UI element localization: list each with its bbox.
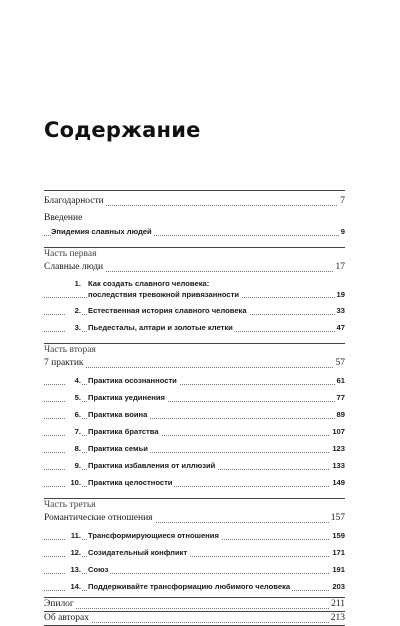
chapter-number: 9. — [65, 459, 81, 472]
entry-page: 77 — [336, 393, 345, 402]
toc-entry-ch8[interactable] — [44, 442, 345, 455]
toc-entry-part1[interactable] — [44, 261, 345, 274]
entry-page: 133 — [332, 461, 345, 470]
chapter-number: 11. — [65, 529, 81, 542]
entry-page: 61 — [336, 376, 345, 385]
chapter-number: 10. — [65, 476, 81, 489]
toc-entry-intro-chapter[interactable] — [44, 225, 345, 238]
toc-entry-ch4[interactable] — [44, 374, 345, 387]
chapter-number: 3. — [65, 321, 81, 334]
entry-label: Практика уединения — [88, 393, 165, 402]
chapter-number: 13. — [65, 563, 81, 576]
chapter-number: 4. — [65, 374, 81, 387]
entry-label: Практика избавления от иллюзий — [88, 461, 216, 470]
entry-label: Поддерживайте трансформацию любимого человека — [88, 582, 291, 591]
chapter-number: 8. — [65, 442, 81, 455]
toc-entry-ch2[interactable] — [44, 304, 345, 317]
entry-page: 33 — [336, 306, 345, 315]
entry-label: Как создать славного человека: — [88, 279, 210, 288]
toc-entry-ch9[interactable] — [44, 459, 345, 472]
chapter-number: 5. — [65, 391, 81, 404]
entry-page: 171 — [332, 548, 345, 557]
entry-page: 57 — [335, 358, 345, 368]
chapter-number: 12. — [65, 546, 81, 559]
toc-entry-authors[interactable] — [44, 612, 345, 625]
toc-entry-ch1-line2[interactable] — [44, 289, 345, 300]
entry-label: Благодарности — [44, 196, 104, 206]
toc-entry-ch1[interactable] — [44, 278, 345, 289]
entry-page: 211 — [331, 599, 345, 609]
toc-entry-part2[interactable] — [44, 357, 345, 370]
entry-page: 89 — [336, 410, 345, 419]
entry-label: Практика целостности — [88, 478, 173, 487]
entry-page: 213 — [330, 613, 345, 623]
chapter-number: 7. — [65, 425, 81, 438]
entry-label: последствия тревожной привязанности — [88, 290, 240, 299]
entry-page: 107 — [332, 427, 345, 436]
chapter-number: 2. — [65, 304, 81, 317]
chapter-number: 6. — [65, 408, 81, 421]
toc-entry-ch11[interactable] — [44, 529, 345, 542]
entry-page: 203 — [332, 582, 345, 591]
entry-label: Практика братства — [88, 427, 159, 436]
toc-entry-ch6[interactable] — [44, 408, 345, 421]
entry-page: 47 — [336, 323, 345, 332]
entry-page: 7 — [340, 196, 345, 206]
entry-label: Эпидемия славных людей — [51, 227, 152, 236]
entry-label: 7 практик — [44, 358, 84, 368]
toc-entry-ch10[interactable] — [44, 476, 345, 489]
toc-entry-ch13[interactable] — [44, 563, 345, 576]
entry-page: 123 — [332, 444, 345, 453]
toc-entry-epilogue[interactable] — [44, 598, 345, 611]
page-title: Содержание — [44, 118, 201, 142]
part-label: Часть вторая — [44, 345, 96, 355]
entry-label: Славные люди — [44, 262, 104, 272]
entry-page: 149 — [332, 478, 345, 487]
entry-label: Введение — [44, 213, 83, 223]
entry-page: 157 — [330, 513, 345, 523]
entry-page: 17 — [335, 262, 345, 272]
chapter-number: 14. — [65, 580, 81, 593]
entry-label: Союз — [88, 565, 109, 574]
toc-entry-ch14[interactable] — [44, 580, 345, 593]
toc-entry-intro[interactable] — [44, 212, 345, 225]
toc-entry-acknowledgments[interactable] — [44, 195, 345, 208]
entry-page: 19 — [336, 290, 345, 299]
entry-label: Практика воина — [88, 410, 148, 419]
entry-page: 9 — [340, 227, 345, 236]
toc-entry-ch12[interactable] — [44, 546, 345, 559]
entry-label: Эпилог — [44, 599, 74, 609]
entry-label: Романтические отношения — [44, 513, 153, 523]
entry-label: Пьедесталы, алтари и золотые клетки — [88, 323, 233, 332]
toc-entry-ch3[interactable] — [44, 321, 345, 334]
part-label: Часть третья — [44, 500, 96, 510]
toc-entry-ch7[interactable] — [44, 425, 345, 438]
entry-page: 191 — [332, 565, 345, 574]
entry-label: Практика осознанности — [88, 376, 177, 385]
entry-label: Созидательный конфликт — [88, 548, 188, 557]
toc-entry-ch5[interactable] — [44, 391, 345, 404]
toc-entry-part3[interactable] — [44, 512, 345, 525]
entry-label: Об авторах — [44, 613, 90, 623]
table-of-contents — [44, 190, 345, 626]
part-label: Часть первая — [44, 249, 97, 259]
entry-page: 159 — [332, 531, 345, 540]
entry-label: Практика семьи — [88, 444, 148, 453]
chapter-number: 1. — [65, 278, 81, 289]
entry-label: Трансформирующиеся отношения — [88, 531, 219, 540]
entry-label: Естественная история славного человека — [88, 306, 247, 315]
